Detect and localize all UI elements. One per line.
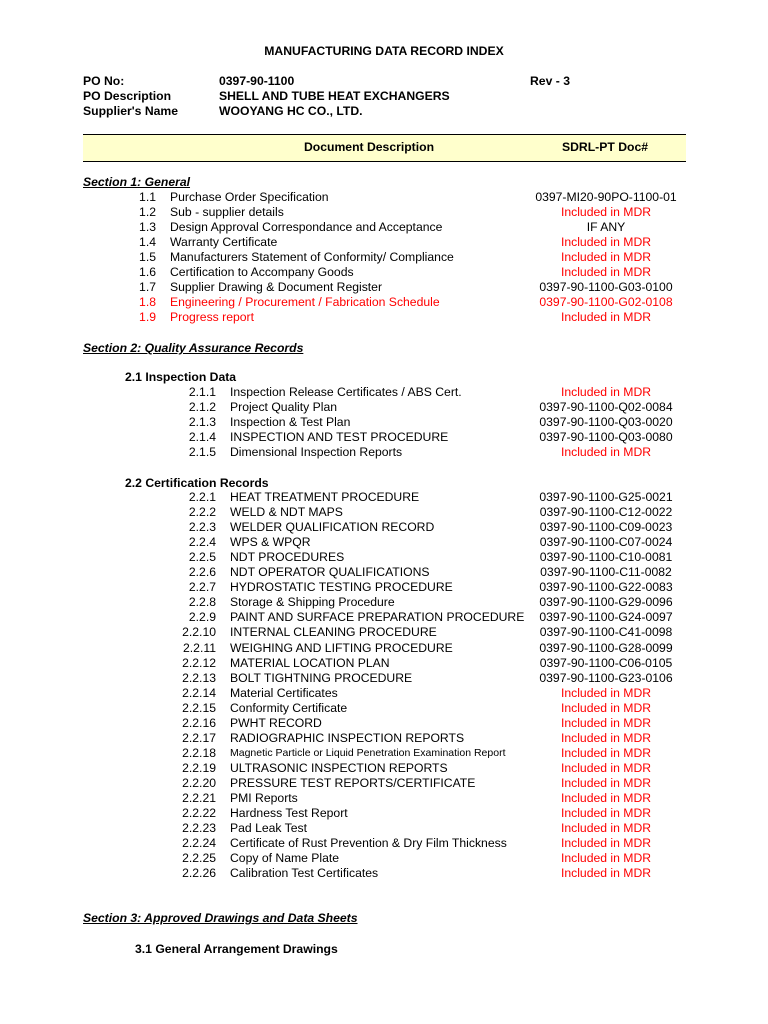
row-number: 2.2.15 bbox=[182, 700, 216, 715]
row-description: RADIOGRAPHIC INSPECTION REPORTS bbox=[230, 730, 465, 745]
row-description: Conformity Certificate bbox=[230, 700, 348, 715]
row-description: Storage & Shipping Procedure bbox=[230, 595, 395, 610]
row-document-number: 0397-90-1100-C06-0105 bbox=[539, 655, 673, 670]
row-number: 1.3 bbox=[139, 220, 156, 235]
section-1-title: Section 1: General bbox=[83, 175, 191, 189]
row-document-number: Included in MDR bbox=[560, 745, 652, 760]
row-description: PWHT RECORD bbox=[230, 715, 322, 730]
row-description: Progress report bbox=[170, 310, 254, 325]
row-document-number: 0397-90-1100-G24-0097 bbox=[539, 610, 673, 625]
row-number: 2.2.17 bbox=[182, 730, 216, 745]
po-description-label: PO Description bbox=[83, 89, 172, 103]
row-description: PRESSURE TEST REPORTS/CERTIFICATE bbox=[230, 775, 476, 790]
row-description: Inspection Release Certificates / ABS Cert. bbox=[230, 385, 462, 399]
row-document-number: 0397-90-1100-G28-0099 bbox=[539, 640, 673, 655]
row-number: 2.2.13 bbox=[182, 670, 216, 685]
row-document-number: 0397-MI20-90PO-1100-01 bbox=[535, 190, 677, 204]
row-description: Warranty Certificate bbox=[170, 235, 278, 250]
row-document-number: 0397-90-1100-G29-0096 bbox=[539, 595, 673, 610]
column-header-description: Document Description bbox=[304, 140, 435, 154]
row-document-number: Included in MDR bbox=[560, 806, 652, 821]
row-document-number: 0397-90-1100-C07-0024 bbox=[539, 535, 673, 550]
row-number: 2.2.8 bbox=[188, 595, 216, 610]
row-number: 2.1.5 bbox=[188, 445, 216, 460]
row-number: 2.2.24 bbox=[182, 836, 216, 851]
row-number: 2.2.22 bbox=[182, 806, 216, 821]
row-description: Purchase Order Specification bbox=[170, 190, 329, 204]
row-description: PAINT AND SURFACE PREPARATION PROCEDURE bbox=[230, 610, 525, 625]
row-number: 1.2 bbox=[139, 205, 156, 220]
row-description: Manufacturers Statement of Conformity/ Compliance bbox=[170, 250, 454, 265]
row-document-number: Included in MDR bbox=[560, 866, 652, 881]
row-number: 2.2.16 bbox=[182, 715, 216, 730]
row-description: WELDER QUALIFICATION RECORD bbox=[230, 520, 435, 535]
row-number: 2.2.21 bbox=[182, 791, 216, 805]
row-document-number: Included in MDR bbox=[560, 685, 652, 700]
row-document-number: Included in MDR bbox=[560, 445, 652, 460]
row-number: 2.2.5 bbox=[188, 550, 216, 565]
supplier-value: WOOYANG HC CO., LTD. bbox=[219, 104, 363, 118]
row-document-number: 0397-90-1100-C10-0081 bbox=[539, 550, 673, 565]
subsection-2-2-title: 2.2 Certification Records bbox=[125, 476, 269, 490]
row-document-number: 0397-90-1100-Q03-0080 bbox=[539, 430, 673, 445]
row-description: Project Quality Plan bbox=[230, 400, 338, 415]
row-document-number: 0397-90-1100-G23-0106 bbox=[539, 670, 673, 685]
row-document-number: Included in MDR bbox=[560, 836, 652, 851]
section-2-title: Section 2: Quality Assurance Records bbox=[83, 341, 304, 355]
row-number: 2.1.1 bbox=[188, 385, 216, 399]
row-document-number: 0397-90-1100-G02-0108 bbox=[539, 295, 673, 310]
row-number: 2.2.9 bbox=[188, 610, 216, 625]
row-document-number: 0397-90-1100-G03-0100 bbox=[539, 280, 673, 295]
row-document-number: 0397-90-1100-Q03-0020 bbox=[539, 415, 673, 430]
row-document-number: Included in MDR bbox=[560, 700, 652, 715]
row-number: 2.2.23 bbox=[182, 821, 216, 836]
row-description: Hardness Test Report bbox=[230, 806, 348, 821]
row-description: Sub - supplier details bbox=[170, 205, 284, 220]
row-description: Design Approval Correspondance and Acceptance bbox=[170, 220, 443, 235]
row-number: 2.2.18 bbox=[182, 745, 216, 760]
row-document-number: 0397-90-1100-C11-0082 bbox=[540, 565, 672, 580]
row-document-number: 0397-90-1100-G22-0083 bbox=[539, 580, 673, 595]
row-document-number: Included in MDR bbox=[560, 821, 652, 836]
row-document-number: Included in MDR bbox=[560, 385, 652, 399]
row-number: 1.4 bbox=[139, 235, 156, 250]
row-number: 1.6 bbox=[139, 265, 156, 280]
row-document-number: Included in MDR bbox=[560, 205, 652, 220]
row-document-number: IF ANY bbox=[586, 220, 626, 235]
row-document-number: 0397-90-1100-C09-0023 bbox=[539, 520, 673, 535]
subsection-2-1-title: 2.1 Inspection Data bbox=[125, 370, 237, 384]
row-number: 2.2.2 bbox=[188, 505, 216, 520]
row-document-number: 0397-90-1100-G25-0021 bbox=[539, 490, 673, 504]
row-number: 2.2.7 bbox=[188, 580, 216, 595]
row-description: Pad Leak Test bbox=[230, 821, 308, 836]
revision: Rev - 3 bbox=[530, 74, 570, 88]
row-description: HYDROSTATIC TESTING PROCEDURE bbox=[230, 580, 453, 595]
row-description: BOLT TIGHTNING PROCEDURE bbox=[230, 670, 413, 685]
row-description: Magnetic Particle or Liquid Penetration Examination Report bbox=[230, 746, 506, 759]
row-number: 1.5 bbox=[139, 250, 156, 265]
row-document-number: Included in MDR bbox=[560, 851, 652, 866]
row-number: 2.2.25 bbox=[182, 851, 216, 866]
section-3-title: Section 3: Approved Drawings and Data Sheets bbox=[83, 911, 358, 925]
row-number: 2.2.20 bbox=[182, 775, 216, 790]
row-description: Certification to Accompany Goods bbox=[170, 265, 354, 280]
row-number: 2.2.6 bbox=[188, 565, 216, 580]
row-description: PMI Reports bbox=[230, 791, 298, 805]
row-description: Copy of Name Plate bbox=[230, 851, 340, 866]
row-description: INSPECTION AND TEST PROCEDURE bbox=[230, 430, 449, 445]
row-number: 2.2.12 bbox=[182, 655, 216, 670]
row-description: INTERNAL CLEANING PROCEDURE bbox=[230, 625, 437, 640]
row-document-number: Included in MDR bbox=[560, 250, 652, 265]
row-number: 2.2.14 bbox=[182, 685, 216, 700]
row-description: Supplier Drawing & Document Register bbox=[170, 280, 383, 295]
column-header-doc-number: SDRL-PT Doc# bbox=[562, 140, 648, 154]
row-description: ULTRASONIC INSPECTION REPORTS bbox=[230, 760, 448, 775]
row-number: 2.1.2 bbox=[188, 400, 216, 415]
row-description: NDT PROCEDURES bbox=[230, 550, 345, 565]
row-number: 2.1.4 bbox=[188, 430, 216, 445]
row-number: 2.2.26 bbox=[182, 866, 216, 881]
page-title: MANUFACTURING DATA RECORD INDEX bbox=[264, 44, 504, 58]
row-number: 1.8 bbox=[139, 295, 156, 310]
po-description-value: SHELL AND TUBE HEAT EXCHANGERS bbox=[219, 89, 450, 103]
row-number: 2.2.11 bbox=[183, 640, 216, 655]
row-document-number: Included in MDR bbox=[560, 265, 652, 280]
row-number: 2.2.10 bbox=[182, 625, 216, 640]
row-description: WEIGHING AND LIFTING PROCEDURE bbox=[230, 640, 453, 655]
row-document-number: 0397-90-1100-Q02-0084 bbox=[539, 400, 673, 415]
row-number: 2.2.19 bbox=[182, 760, 216, 775]
supplier-label: Supplier's Name bbox=[83, 104, 179, 118]
row-description: HEAT TREATMENT PROCEDURE bbox=[230, 490, 420, 504]
row-number: 2.1.3 bbox=[188, 415, 216, 430]
row-document-number: Included in MDR bbox=[560, 730, 652, 745]
row-document-number: 0397-90-1100-C41-0098 bbox=[539, 625, 673, 640]
row-description: Engineering / Procurement / Fabrication Schedule bbox=[170, 295, 440, 310]
row-number: 2.2.3 bbox=[188, 520, 216, 535]
row-document-number: Included in MDR bbox=[560, 775, 652, 790]
subsection-3-1-title: 3.1 General Arrangement Drawings bbox=[135, 942, 338, 956]
row-document-number: Included in MDR bbox=[560, 310, 652, 325]
row-number: 1.7 bbox=[139, 280, 156, 295]
po-no-label: PO No: bbox=[83, 74, 125, 88]
row-description: NDT OPERATOR QUALIFICATIONS bbox=[230, 565, 430, 580]
row-description: Inspection & Test Plan bbox=[230, 415, 351, 430]
po-no-value: 0397-90-1100 bbox=[219, 74, 295, 88]
row-number: 2.2.4 bbox=[188, 535, 216, 550]
row-number: 1.1 bbox=[139, 190, 156, 204]
row-document-number: Included in MDR bbox=[560, 760, 652, 775]
row-number: 2.2.1 bbox=[188, 490, 216, 504]
row-description: Calibration Test Certificates bbox=[230, 866, 379, 881]
row-description: WELD & NDT MAPS bbox=[230, 505, 343, 520]
row-description: WPS & WPQR bbox=[230, 535, 311, 550]
row-description: Certificate of Rust Prevention & Dry Film Thickness bbox=[230, 836, 507, 851]
row-description: Material Certificates bbox=[230, 685, 338, 700]
row-document-number: Included in MDR bbox=[560, 235, 652, 250]
row-description: Dimensional Inspection Reports bbox=[230, 445, 403, 460]
row-document-number: Included in MDR bbox=[560, 715, 652, 730]
row-document-number: 0397-90-1100-C12-0022 bbox=[539, 505, 673, 520]
row-number: 1.9 bbox=[139, 310, 156, 325]
row-description: MATERIAL LOCATION PLAN bbox=[230, 655, 390, 670]
row-document-number: Included in MDR bbox=[560, 791, 652, 805]
